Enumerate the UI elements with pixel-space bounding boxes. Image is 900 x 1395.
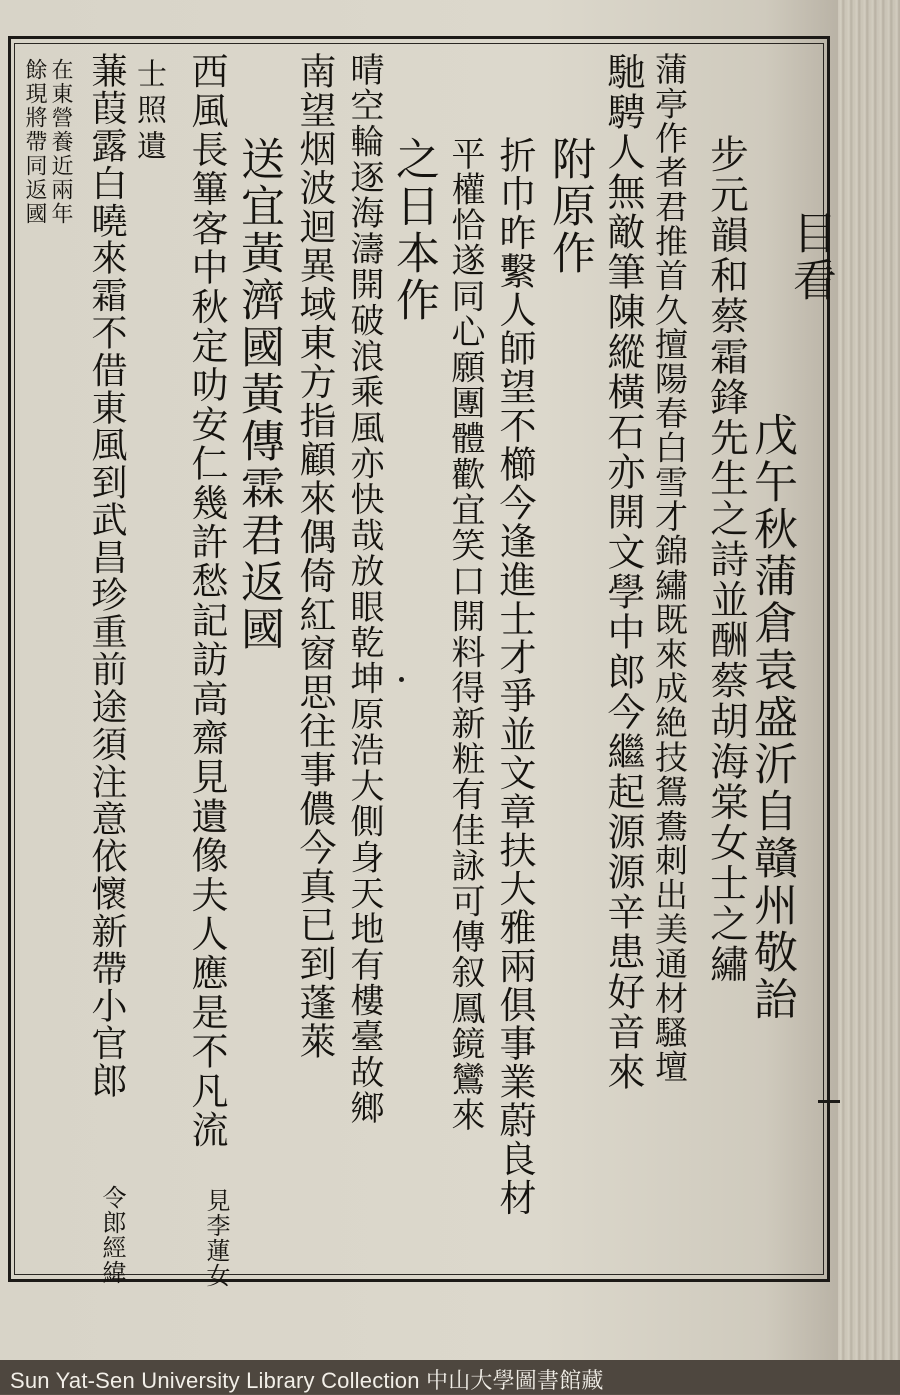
col-title-5: 士照遺 bbox=[131, 58, 166, 166]
col-subtitle-1: 附原作 bbox=[544, 136, 595, 277]
col-body-8: 蒹葭露白曉來霜不借東風到武昌珍重前途須注意依懷新帶小官郎 bbox=[86, 52, 127, 1100]
ink-dot bbox=[399, 677, 404, 682]
heading: 目看 bbox=[785, 210, 836, 304]
col-body-4: 平權恰遂同心願團體歡宜笑口開料得新粧有佳詠可傳叙鳳鏡鸞來 bbox=[445, 136, 485, 1133]
col-body-7: 西風長篳客中秋定叻安仁幾許愁記訪高齋見遺像夫人應是不凡流 bbox=[185, 52, 228, 1150]
margin-mark bbox=[818, 1100, 840, 1103]
col-body-1: 蒲亭作者君推首久擅陽春白雪才錦繡既來成絶技鴛鴦刺出美通材騷壇 bbox=[650, 52, 689, 1084]
col-title-2: 步元韻和蔡霜鋒先生之詩並酬蔡胡海棠女士之繡 bbox=[704, 134, 749, 985]
col-title-4: 送宜黃濟國黃傳霖君返國 bbox=[233, 136, 284, 653]
footer-bar bbox=[0, 1360, 900, 1394]
col-title-1: 戊午秋蒲倉袁盛沂自贛州敬詒 bbox=[746, 412, 797, 1023]
col-body-5: 晴空輪逐海濤開破浪乘風亦快哉放眼乾坤原浩大側身天地有樓臺故鄉 bbox=[344, 52, 384, 1126]
note-2: 令郎經緯 bbox=[98, 1185, 126, 1285]
note-1: 見李蓮女 bbox=[202, 1188, 230, 1288]
side-note-1: 在東營養近兩年 bbox=[48, 58, 73, 226]
col-title-3: 之日本作 bbox=[388, 136, 439, 324]
col-body-6: 南望烟波迴異域東方指顧來偶倚紅窗思往事儂今真已到蓬萊 bbox=[293, 52, 336, 1061]
col-body-2: 馳騁人無敵筆陳縱橫石亦開文學中郎今繼起源源辛患好音來 bbox=[601, 52, 645, 1092]
col-body-3: 折巾昨繫人師望不櫛今逢進士才爭並文章扶大雅兩俱事業蔚良材 bbox=[493, 136, 536, 1217]
page-edges bbox=[838, 0, 900, 1360]
side-note-2: 餘現將帶同返國 bbox=[22, 58, 47, 226]
footer-credit: Sun Yat-Sen University Library Collection 中山大學圖書館藏 bbox=[10, 1368, 604, 1393]
